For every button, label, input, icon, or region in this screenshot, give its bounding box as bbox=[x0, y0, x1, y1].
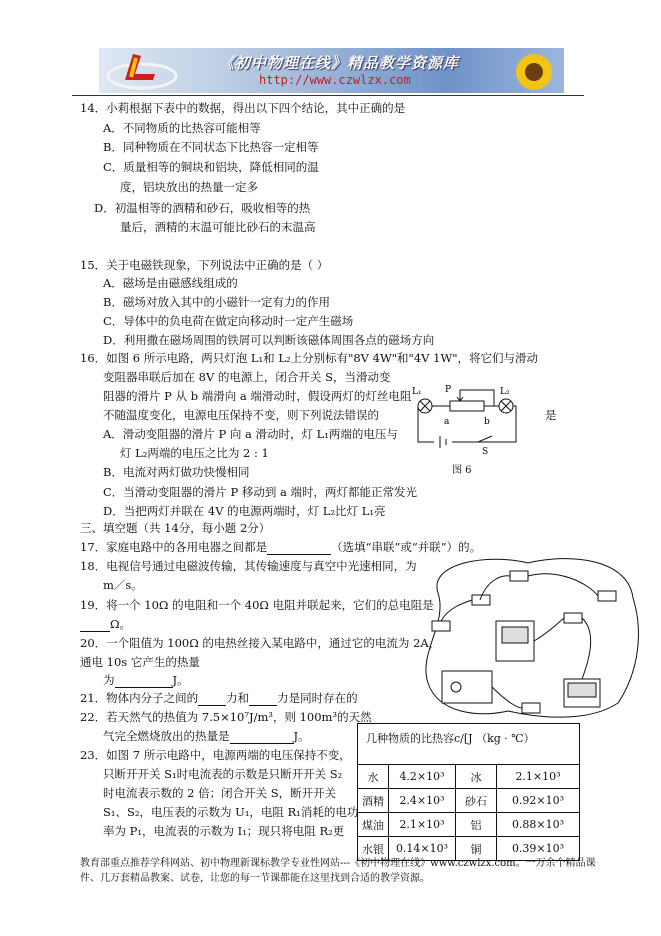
q21-blank2[interactable] bbox=[249, 693, 277, 706]
q16-option-d: D．当把两灯并联在 4V 的电源两端时，灯 L₂比灯 L₁亮 bbox=[103, 504, 386, 518]
table-row bbox=[358, 813, 580, 837]
q16-option-c: C．当滑动变阻器的滑片 P 移动到 a 端时，两灯都能正常发光 bbox=[103, 485, 418, 499]
q16-option-b: B．电流对两灯做功快慢相同 bbox=[103, 465, 250, 479]
fig6-label-l1: L₁ bbox=[412, 387, 422, 397]
q14-option-c-line2: 度，铝块放出的热量一定多 bbox=[120, 180, 258, 194]
table-cell: 铜 bbox=[456, 837, 497, 861]
table-cell: 0.88×10³ bbox=[497, 813, 580, 837]
q16-line4-tail: 是 bbox=[545, 408, 557, 422]
q20-unit: J。 bbox=[172, 673, 189, 687]
specific-heat-table-title: 几种物质的比热容c/[J （kg · ℃） bbox=[358, 724, 580, 765]
q19-line2 bbox=[80, 617, 131, 632]
table-row bbox=[358, 789, 580, 813]
table-cell: 铝 bbox=[456, 813, 497, 837]
q21-blank1[interactable] bbox=[198, 693, 226, 706]
q14-option-c-line1: C．质量相等的铜块和铝块，降低相同的温 bbox=[103, 160, 319, 174]
q16-line3: 阻器的滑片 P 从 b 端滑向 a 端滑动时，假设两灯的灯丝电阻 bbox=[103, 389, 412, 403]
q15-stem: 15．关于电磁铁现象，下列说法中正确的是（ ） bbox=[80, 258, 329, 272]
q15-option-d: D．利用撒在磁场周围的铁屑可以判断该磁体周围各点的磁场方向 bbox=[103, 333, 435, 347]
section3-heading: 三、填空题（共 14分，每小题 2分） bbox=[80, 521, 271, 535]
q16-option-a-line1: A．滑动变阻器的滑片 P 向 a 滑动时，灯 L₁两端的电压与 bbox=[103, 427, 398, 441]
q22-line1: 22．若天然气的热值为 7.5×10⁷J/m³，则 100m³的天然 bbox=[80, 710, 372, 724]
q22-line2 bbox=[103, 729, 310, 744]
q21-mid: 力和 bbox=[226, 691, 250, 705]
q16-line2: 变阻器串联后加在 8V 的电源上，闭合开关 S，当滑动变 bbox=[103, 370, 391, 384]
q20-line3 bbox=[103, 673, 189, 688]
table-cell: 2.4×10³ bbox=[389, 789, 456, 813]
figure6-circuit bbox=[410, 380, 530, 470]
q20-line1: 20．一个阻值为 100Ω 的电热丝接入某电路中，通过它的电流为 2A， bbox=[80, 636, 441, 650]
specific-heat-table bbox=[357, 723, 580, 861]
q15-option-b: B．磁场对放入其中的小磁针一定有力的作用 bbox=[103, 295, 330, 309]
q15-option-a: A．磁场是由磁感线组成的 bbox=[103, 276, 238, 290]
q16-line1: 16．如图 6 所示电路，两只灯泡 L₁和 L₂上分别标有"8V 4W"和"4V 1W"，将它们与滑动 bbox=[80, 351, 539, 365]
fig6-label-s: S bbox=[482, 447, 489, 457]
header-title: 《初中物理在线》精品教学资源库 bbox=[219, 54, 460, 72]
figure7-apparatus bbox=[418, 553, 646, 721]
q23-line1: 23．如图 7 所示电路中，电源两端的电压保持不变， bbox=[80, 748, 351, 762]
logo-icon bbox=[103, 50, 181, 91]
table-cell: 冰 bbox=[456, 765, 497, 789]
q19-blank[interactable] bbox=[80, 619, 110, 632]
q22-pre: 气完全燃烧放出的热量是 bbox=[103, 729, 230, 743]
q21-pre: 21．物体内分子之间的 bbox=[80, 691, 199, 705]
q23-line3: 时电流表示数的 2 倍；闭合开关 S，断开开关 bbox=[103, 786, 337, 800]
fig6-label-p: P bbox=[445, 385, 452, 395]
q22-blank[interactable] bbox=[230, 731, 294, 744]
q17-post: （选填“串联”或“并联”）的。 bbox=[331, 540, 482, 554]
table-cell: 2.1×10³ bbox=[497, 765, 580, 789]
q15-option-c: C．导体中的负电荷在做定向移动时一定产生磁场 bbox=[103, 314, 354, 328]
figure6-caption: 图 6 bbox=[452, 465, 472, 476]
q16-option-a-line2: 灯 L₂两端的电压之比为 2 : 1 bbox=[120, 446, 269, 460]
q18-line2: m／s。 bbox=[103, 578, 143, 592]
q20-pre: 为 bbox=[103, 673, 115, 687]
table-cell: 2.1×10³ bbox=[389, 813, 456, 837]
q20-line2: 通电 10s 它产生的热量 bbox=[80, 655, 200, 669]
q23-line2: 只断开开关 S₁时电流表的示数是只断开开关 S₂ bbox=[103, 767, 343, 781]
q19-line1: 19．将一个 10Ω 的电阻和一个 40Ω 电阻并联起来，它们的总电阻是 bbox=[80, 598, 434, 612]
table-cell: 0.39×10³ bbox=[497, 837, 580, 861]
header-banner bbox=[99, 48, 564, 93]
fig6-label-b: b bbox=[484, 417, 490, 427]
q19-unit: Ω。 bbox=[110, 617, 132, 631]
q14-option-b: B．同种物质在不同状态下比热容一定相等 bbox=[103, 140, 319, 154]
q17-pre: 17．家庭电路中的各用电器之间都是 bbox=[80, 540, 268, 554]
q23-line5: 率为 P₁，电流表的示数为 I₁；现只将电阻 R₂更 bbox=[103, 824, 345, 838]
table-cell: 水 bbox=[358, 765, 389, 789]
table-cell: 0.92×10³ bbox=[497, 789, 580, 813]
table-row bbox=[358, 765, 580, 789]
header-url: http://www.czwlzx.com bbox=[259, 73, 411, 87]
q21-post: 力是同时存在的 bbox=[277, 691, 358, 705]
table-cell: 水银 bbox=[358, 837, 389, 861]
sunflower-icon bbox=[494, 48, 564, 93]
q23-line4: S₁、S₂，电压表的示数为 U₁，电阻 R₁消耗的电功 bbox=[103, 805, 359, 819]
q21 bbox=[80, 691, 358, 706]
fig6-label-a: a bbox=[444, 417, 450, 427]
table-cell: 0.14×10³ bbox=[389, 837, 456, 861]
q14-option-d-line1: D．初温相等的酒精和砂石，吸收相等的热 bbox=[94, 201, 311, 215]
q16-line4: 不随温度变化，电源电压保持不变，则下列说法错误的 bbox=[103, 408, 379, 422]
q22-unit: J。 bbox=[293, 729, 310, 743]
q18-line1: 18．电视信号通过电磁波传输，其传输速度与真空中光速相同，为 bbox=[80, 559, 417, 573]
table-cell: 砂石 bbox=[456, 789, 497, 813]
q14-option-d-line2: 量后，酒精的末温可能比砂石的末温高 bbox=[120, 220, 316, 234]
table-cell: 4.2×10³ bbox=[389, 765, 456, 789]
header-rule bbox=[72, 95, 584, 96]
table-cell: 酒精 bbox=[358, 789, 389, 813]
q14-stem: 14．小莉根据下表中的数据，得出以下四个结论，其中正确的是 bbox=[80, 101, 406, 115]
q20-blank[interactable] bbox=[115, 675, 173, 688]
table-cell: 煤油 bbox=[358, 813, 389, 837]
q17-blank[interactable] bbox=[267, 542, 331, 555]
q14-option-a: A．不同物质的比热容可能相等 bbox=[103, 121, 261, 135]
page-footer: 教育部重点推荐学科网站、初中物理新课标教学专业性网站---《初中物理在线》www.czwlzx.com。一万余个精品课件、几万套精品教案、试卷，让您的每一节课都能在这里找到合适的教学资源。 bbox=[80, 858, 596, 884]
fig6-label-l2: L₂ bbox=[500, 387, 510, 397]
